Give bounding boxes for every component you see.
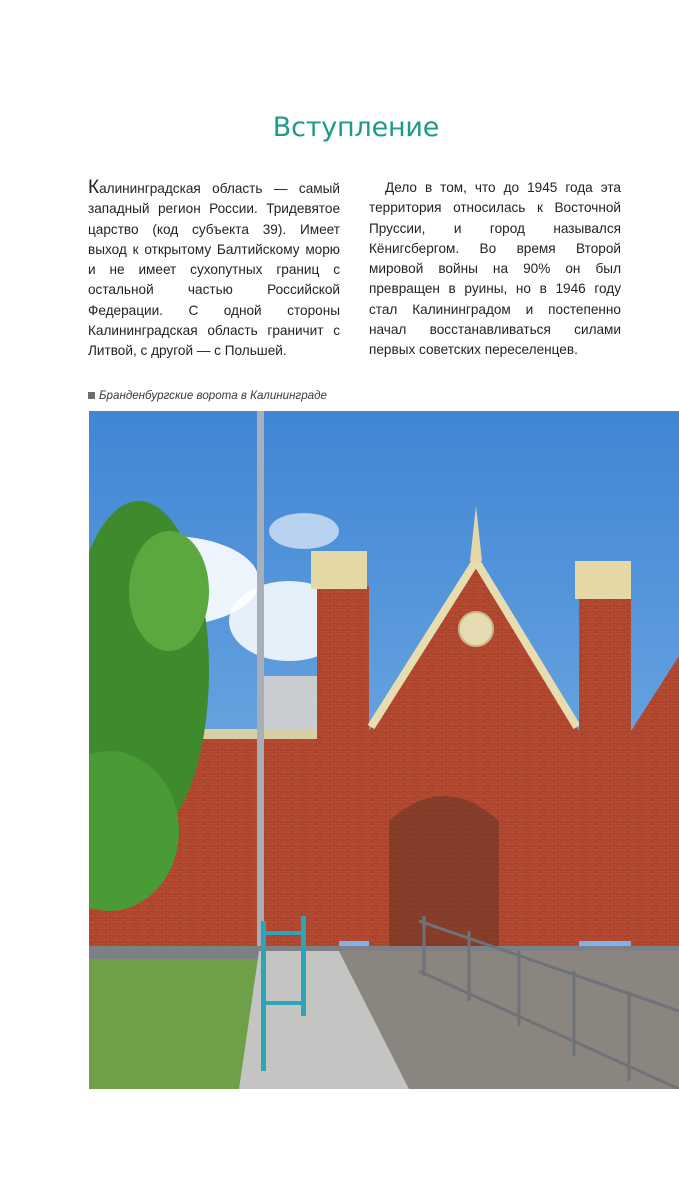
intro-column-right xyxy=(369,178,621,361)
gate-photo xyxy=(89,411,679,1089)
brandenburg-gate-illustration xyxy=(89,411,679,1089)
caption-bullet-icon xyxy=(88,392,95,399)
page-title: Вступление xyxy=(272,112,440,143)
photo-caption xyxy=(88,389,327,402)
intro-paragraph-right: Дело в том, что до 1945 года эта территория относилась к Восточной Пруссии, и город назывался Кёнигсбергом. Во время Второй мировой войны на 90% он был превращен в руины, но в 1946 году стал Калининградом и постепенно начал восстанавливаться силами первых советских переселенцев. xyxy=(369,180,621,358)
drop-cap: К xyxy=(88,177,100,198)
photo-caption-text: Бранденбургские ворота в Калининграде xyxy=(99,389,327,402)
intro-paragraph-left xyxy=(88,178,340,362)
intro-column-left xyxy=(88,178,340,362)
intro-text-left: алининградская область — самый западный регион России. Тридевятое царство (код субъекта 39). Имеет выход к открытому Балтийскому морю и не имеет сухопутных границ с остальной частью Российской Федерации. С одной стороны Калининградская область граничит с Литвой, с другой — с Польшей. xyxy=(88,181,340,359)
